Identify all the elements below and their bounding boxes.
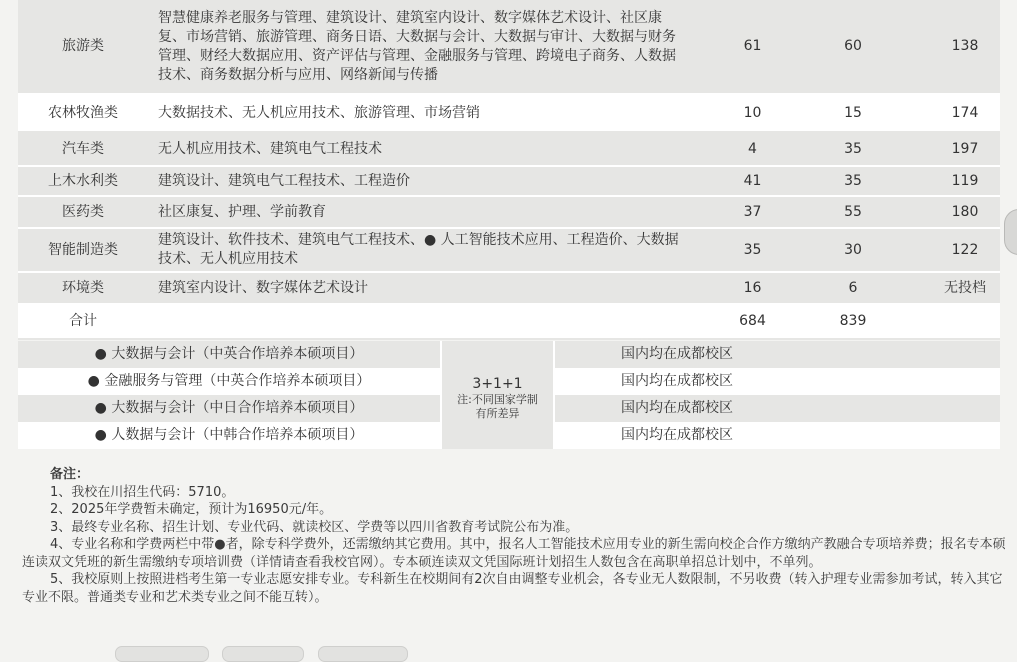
value-cell: 60 bbox=[798, 0, 908, 94]
campus-cell: 国内均在成都校区 bbox=[554, 368, 1000, 395]
table-row bbox=[18, 228, 1000, 272]
bottom-tab[interactable] bbox=[222, 646, 304, 662]
value-cell: 119 bbox=[908, 166, 1000, 196]
value-cell: 61 bbox=[693, 0, 798, 94]
value-cell: 35 bbox=[798, 132, 908, 166]
value-cell: 174 bbox=[908, 94, 1000, 132]
majors-cell: 建筑设计、软件技术、建筑电气工程技术、● 人工智能技术应用、工程造价、大数据技术、无人机应用技术 bbox=[148, 228, 693, 272]
value-cell: 197 bbox=[908, 132, 1000, 166]
value-cell: 4 bbox=[693, 132, 798, 166]
program-name: ● 大数据与会计（中日合作培养本硕项目） bbox=[18, 395, 441, 422]
value-cell: 30 bbox=[798, 228, 908, 272]
majors-cell: 智慧健康养老服务与管理、建筑设计、建筑室内设计、数字媒体艺术设计、社区康复、市场营销、旅游管理、商务日语、大数据与会计、大数据与审计、大数据与财务管理、财经大数据应用、资产评估与管理、金融服务与管理、跨境电子商务、人数据技术、商务数据分析与应用、网络新闻与传播 bbox=[148, 0, 693, 94]
majors-cell: 建筑室内设计、数字媒体艺术设计 bbox=[148, 272, 693, 304]
note-item: 4、专业名称和学费两栏中带●者，除专科学费外，还需缴纳其它费用。其中，报名人工智能技术应用专业的新生需向校企合作方缴纳产教融合专项培养费；报名专本硕连读双文凭班的新生需缴纳专项培训费（详情请查看我校官网）。专本硕连读双文凭国际班计划招生人数包含在高职单招总计划中，不单列。 bbox=[22, 537, 1006, 570]
empty-cell bbox=[908, 304, 1000, 339]
total-value: 839 bbox=[798, 304, 908, 339]
study-mode-note: 有所差异 bbox=[475, 407, 520, 420]
table-row bbox=[18, 0, 1000, 94]
program-name: ● 人数据与会计（中韩合作培养本硕项目） bbox=[18, 422, 441, 449]
table-row bbox=[18, 196, 1000, 228]
table-row bbox=[18, 132, 1000, 166]
value-cell: 55 bbox=[798, 196, 908, 228]
category-cell: 旅游类 bbox=[18, 0, 148, 94]
campus-cell: 国内均在成都校区 bbox=[554, 422, 1000, 449]
value-cell: 10 bbox=[693, 94, 798, 132]
note-item: 3、最终专业名称、招生计划、专业代码、就读校区、学费等以四川省教育考试院公布为准。 bbox=[50, 519, 579, 535]
value-cell: 无投档 bbox=[908, 272, 1000, 304]
majors-cell: 无人机应用技术、建筑电气工程技术 bbox=[148, 132, 693, 166]
value-cell: 16 bbox=[693, 272, 798, 304]
notes-heading: 备注： bbox=[50, 467, 90, 482]
table-row bbox=[18, 94, 1000, 132]
value-cell: 6 bbox=[798, 272, 908, 304]
note-item: 1、我校在川招生代码：5710。 bbox=[50, 484, 235, 500]
category-cell: 环境类 bbox=[18, 272, 148, 304]
study-mode-note: 注:不同国家学制 bbox=[457, 393, 538, 406]
value-cell: 41 bbox=[693, 166, 798, 196]
value-cell: 35 bbox=[693, 228, 798, 272]
empty-cell bbox=[148, 304, 693, 339]
value-cell: 138 bbox=[908, 0, 1000, 94]
table-row bbox=[18, 341, 1000, 368]
program-name: ● 大数据与会计（中英合作培养本硕项目） bbox=[18, 341, 441, 368]
total-value: 684 bbox=[693, 304, 798, 339]
side-scroll-handle[interactable] bbox=[1004, 209, 1017, 255]
value-cell: 35 bbox=[798, 166, 908, 196]
value-cell: 122 bbox=[908, 228, 1000, 272]
bottom-tab[interactable] bbox=[115, 646, 209, 662]
majors-table bbox=[18, 0, 1000, 340]
notes-section bbox=[22, 466, 1006, 606]
value-cell: 37 bbox=[693, 196, 798, 228]
bottom-tab[interactable] bbox=[318, 646, 408, 662]
international-programs-table bbox=[18, 341, 1000, 449]
campus-cell: 国内均在成都校区 bbox=[554, 341, 1000, 368]
category-cell: 医药类 bbox=[18, 196, 148, 228]
campus-cell: 国内均在成都校区 bbox=[554, 395, 1000, 422]
table-row bbox=[18, 272, 1000, 304]
total-row bbox=[18, 304, 1000, 339]
category-cell: 农林牧渔类 bbox=[18, 94, 148, 132]
study-mode-cell bbox=[441, 341, 554, 449]
table-row bbox=[18, 166, 1000, 196]
total-label: 合计 bbox=[18, 304, 148, 339]
program-name: ● 金融服务与管理（中英合作培养本硕项目） bbox=[18, 368, 441, 395]
majors-cell: 社区康复、护理、学前教育 bbox=[148, 196, 693, 228]
value-cell: 180 bbox=[908, 196, 1000, 228]
majors-cell: 大数据技术、无人机应用技术、旅游管理、市场营销 bbox=[148, 94, 693, 132]
category-cell: 智能制造类 bbox=[18, 228, 148, 272]
category-cell: 上木水利类 bbox=[18, 166, 148, 196]
majors-cell: 建筑设计、建筑电气工程技术、工程造价 bbox=[148, 166, 693, 196]
note-item: 2、2025年学费暂未确定，预计为16950元/年。 bbox=[50, 502, 333, 517]
value-cell: 15 bbox=[798, 94, 908, 132]
note-item: 5、我校原则上按照进档考生第一专业志愿安排专业。专科新生在校期间有2次自由调整专业机会，各专业无人数限制，不另收费（转入护理专业需参加考试，转入其它专业不限。普通类专业和艺术类专业之间不能互转）。 bbox=[22, 572, 1003, 605]
category-cell: 汽车类 bbox=[18, 132, 148, 166]
study-mode: 3+1+1 bbox=[472, 376, 523, 392]
